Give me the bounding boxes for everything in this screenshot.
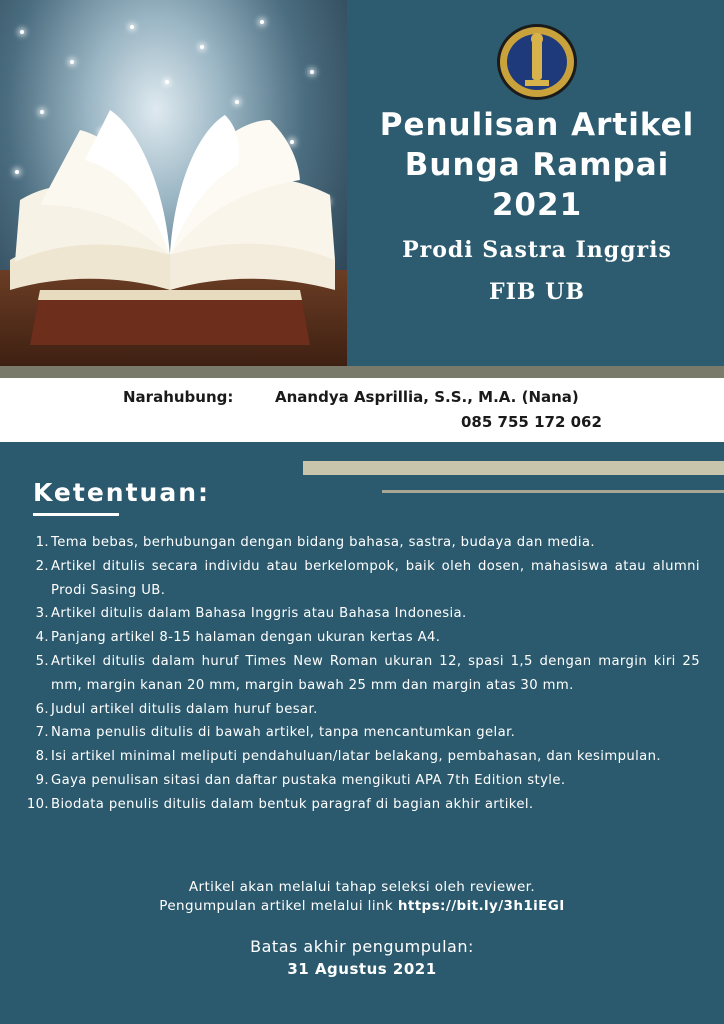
open-book-icon	[0, 0, 347, 366]
title-line-1: Penulisan Artikel	[379, 107, 695, 143]
item-number: 7.	[35, 725, 49, 741]
university-logo-icon	[495, 22, 579, 102]
item-text: Isi artikel minimal meliputi pendahuluan/latar belakang, pembahasan, dan kesimpulan.	[51, 749, 662, 765]
subtitle-line-1: Prodi Sastra Inggris	[402, 237, 672, 263]
deadline-date: 31 Agustus 2021	[287, 960, 437, 978]
subtitle-line-2: FIB UB	[489, 279, 585, 305]
item-text: Judul artikel ditulis dalam huruf besar.	[51, 701, 318, 717]
list-item	[20, 650, 700, 698]
divider-bar	[0, 366, 724, 378]
submission-link[interactable]: https://bit.ly/3h1iEGI	[397, 898, 565, 914]
list-item	[20, 769, 700, 793]
title-line-3: 2021	[491, 187, 583, 223]
book-photo	[0, 0, 347, 366]
item-number: 6.	[35, 701, 49, 717]
list-item	[20, 745, 700, 769]
deadline-section	[0, 936, 724, 980]
item-text: Biodata penulis ditulis dalam bentuk paragraf di bagian akhir artikel.	[51, 796, 534, 812]
item-number: 4.	[35, 630, 49, 646]
list-item	[20, 698, 700, 722]
item-number: 10.	[26, 796, 49, 812]
note-line-2	[0, 897, 724, 916]
rules-heading: Ketentuan:	[33, 478, 211, 507]
title-line-2: Bunga Rampai	[404, 147, 670, 183]
list-item	[20, 793, 700, 817]
header-section	[0, 0, 724, 366]
note-line-2-prefix: Pengumpulan artikel melalui link	[159, 898, 398, 914]
item-number: 9.	[35, 772, 49, 788]
contact-phone: 085 755 172 062	[461, 413, 602, 431]
item-text: Artikel ditulis dalam Bahasa Inggris atau Bahasa Indonesia.	[51, 606, 467, 622]
list-item	[20, 721, 700, 745]
contact-section	[0, 378, 724, 442]
accent-bar	[303, 461, 724, 475]
list-item	[20, 602, 700, 626]
note-line-1: Artikel akan melalui tahap seleksi oleh reviewer.	[188, 879, 536, 895]
item-number: 1.	[35, 535, 49, 550]
heading-underline	[33, 513, 119, 516]
item-text: Gaya penulisan sitasi dan daftar pustaka mengikuti APA 7th Edition style.	[51, 772, 566, 788]
item-text: Artikel ditulis dalam huruf Times New Roman ukuran 12, spasi 1,5 dengan margin kiri 25 mm, margin kanan 20 mm, margin bawah 25 mm dan margin atas 30 mm.	[51, 653, 700, 693]
deadline-label: Batas akhir pengumpulan:	[250, 937, 474, 956]
rules-list	[20, 531, 700, 817]
item-number: 5.	[35, 653, 49, 669]
item-text: Artikel ditulis secara individu atau berkelompok, baik oleh dosen, mahasiswa atau alumni Prodi Sasing UB.	[51, 558, 700, 598]
item-number: 8.	[35, 749, 49, 765]
accent-line	[382, 490, 724, 493]
item-text: Panjang artikel 8-15 halaman dengan ukuran kertas A4.	[51, 630, 441, 646]
list-item	[20, 555, 700, 603]
contact-label: Narahubung:	[123, 388, 234, 406]
title-block	[350, 105, 724, 313]
submission-note	[0, 878, 724, 916]
list-item	[20, 531, 700, 555]
contact-name: Anandya Asprillia, S.S., M.A. (Nana)	[275, 388, 579, 406]
list-item	[20, 626, 700, 650]
item-number: 2.	[35, 558, 49, 574]
item-number: 3.	[35, 606, 49, 622]
item-text: Nama penulis ditulis di bawah artikel, tanpa mencantumkan gelar.	[51, 725, 516, 741]
item-text: Tema bebas, berhubungan dengan bidang bahasa, sastra, budaya dan media.	[51, 535, 596, 550]
